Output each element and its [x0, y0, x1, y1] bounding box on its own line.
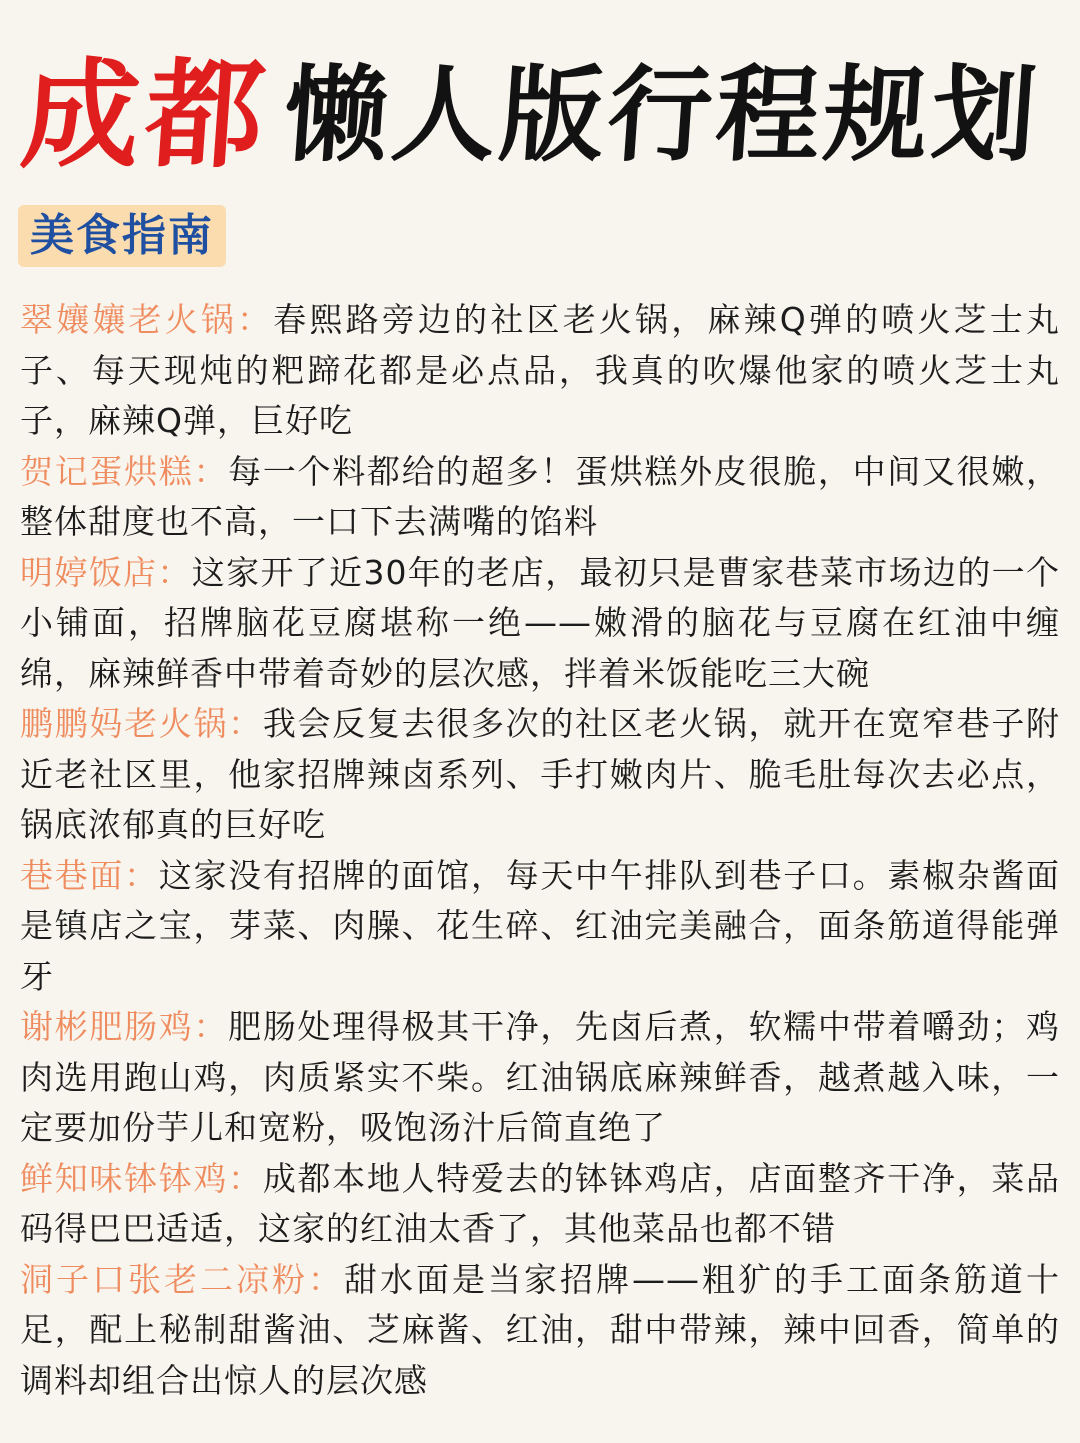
entry-text: 每一个料都给的超多！蛋烘糕外皮很脆，中间又很嫩，整体甜度也不高，一口下去满嘴的馅料 — [20, 451, 1061, 541]
title-rest: 懒人版行程规划 — [279, 53, 1045, 176]
entry-name: 洞子口张老二凉粉 — [20, 1259, 308, 1299]
entry-colon: ： — [308, 1259, 344, 1299]
food-list — [20, 295, 1060, 1406]
food-entry — [20, 699, 1060, 851]
food-entry — [20, 295, 1060, 447]
entry-text: 我会反复去很多次的社区老火锅，就开在宽窄巷子附近老社区里，他家招牌辣卤系列、手打嫩肉片、脆毛肚每次去必点，锅底浓郁真的巨好吃 — [20, 704, 1061, 844]
entry-name: 鲜知味钵钵鸡 — [20, 1158, 229, 1198]
entry-name: 翠孃孃老火锅 — [20, 300, 238, 339]
entry-text: 春熙路旁边的社区老火锅，麻辣Q弹的喷火芝士丸子、每天现炖的粑蹄花都是必点品，我真的吹爆他家的喷火芝士丸子，麻辣Q弹，巨好吃 — [20, 300, 1061, 440]
title-city: 成都 — [17, 45, 275, 184]
entry-name: 贺记蛋烘糕 — [20, 451, 194, 491]
entry-name: 巷巷面 — [20, 855, 125, 895]
section-label-food-guide: 美食指南 — [18, 205, 226, 267]
food-entry — [20, 1255, 1060, 1407]
entry-name: 谢彬肥肠鸡 — [20, 1007, 194, 1046]
entry-text: 肥肠处理得极其干净，先卤后煮，软糯中带着嚼劲；鸡肉选用跑山鸡，肉质紧实不柴。红油锅底麻辣鲜香，越煮越入味，一定要加份芋儿和宽粉，吸饱汤汁后简直绝了 — [20, 1007, 1061, 1147]
food-entry — [20, 548, 1060, 700]
food-entry — [20, 851, 1060, 1003]
food-entry — [20, 1002, 1060, 1154]
entry-colon: ： — [124, 855, 159, 895]
entry-colon: ： — [228, 1158, 263, 1198]
entry-colon: ： — [228, 704, 263, 743]
food-entry — [20, 1154, 1060, 1255]
entry-colon: ： — [193, 1007, 229, 1046]
entry-colon: ： — [237, 300, 274, 339]
entry-text: 成都本地人特爱去的钵钵鸡店，店面整齐干净，菜品码得巴巴适适，这家的红油太香了，其他菜品也都不错 — [20, 1158, 1061, 1248]
page-title — [17, 30, 1062, 184]
entry-name: 鹏鹏妈老火锅 — [20, 704, 229, 743]
entry-colon: ： — [157, 552, 192, 592]
food-entry — [20, 447, 1060, 548]
entry-text: 这家开了近30年的老店，最初只是曹家巷菜市场边的一个小铺面，招牌脑花豆腐堪称一绝——嫩滑的脑花与豆腐在红油中缠绵，麻辣鲜香中带着奇妙的层次感，拌着米饭能吃三大碗 — [20, 552, 1061, 693]
entry-name: 明婷饭店 — [20, 552, 158, 592]
entry-text: 甜水面是当家招牌——粗犷的手工面条筋道十足，配上秘制甜酱油、芝麻酱、红油，甜中带辣，辣中回香，简单的调料却组合出惊人的层次感 — [20, 1259, 1060, 1400]
entry-colon: ： — [193, 451, 229, 491]
entry-text: 这家没有招牌的面馆，每天中午排队到巷子口。素椒杂酱面是镇店之宝，芽菜、肉臊、花生碎、红油完美融合，面条筋道得能弹牙 — [20, 855, 1061, 996]
